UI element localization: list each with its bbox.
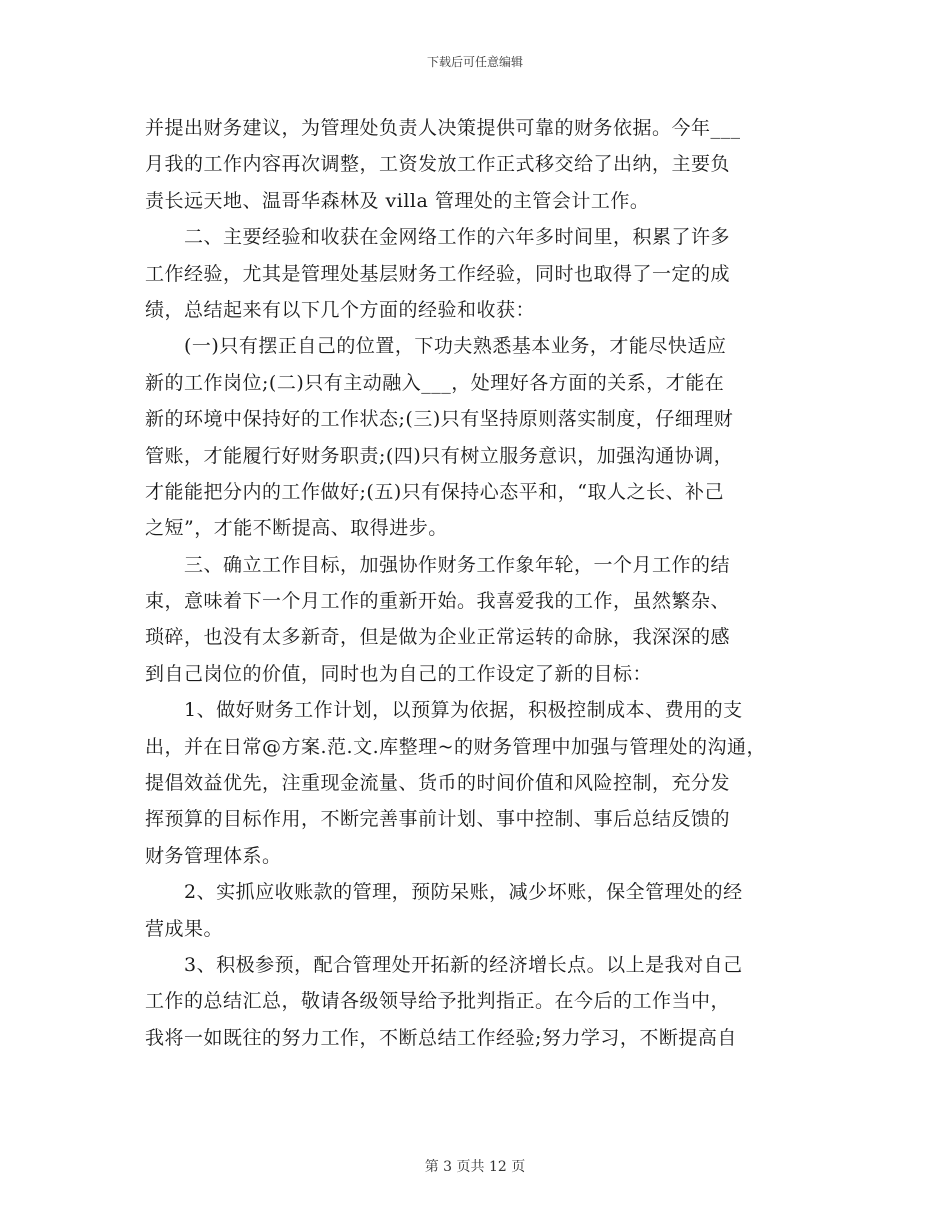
text-line: 束，意味着下一个月工作的重新开始。我喜爱我的工作，虽然繁杂、 xyxy=(145,590,731,613)
text-line: 责长远天地、温哥华森林及 villa 管理处的主管会计工作。 xyxy=(145,189,650,212)
text-line: 才能能把分内的工作做好;(五)只有保持心态平和，“取人之长、补己 xyxy=(145,480,724,503)
text-line: 财务管理体系。 xyxy=(145,844,282,867)
text-line: 三、确立工作目标，加强协作财务工作象年轮，一个月工作的结 xyxy=(145,553,731,576)
page-header: 下载后可任意编辑 xyxy=(426,55,523,69)
text-line: 新的工作岗位;(二)只有主动融入___，处理好各方面的关系，才能在 xyxy=(145,371,725,394)
text-line: 新的环境中保持好的工作状态;(三)只有坚持原则落实制度，仔细理财 xyxy=(145,408,734,431)
page-number: 第 3 页共 12 页 xyxy=(424,1159,526,1175)
text-line: 提倡效益优先，注重现金流量、货币的时间价值和风险控制，充分发 xyxy=(145,772,731,795)
text-line: 月我的工作内容再次调整，工资发放工作正式移交给了出纳，主要负 xyxy=(145,153,731,176)
text-line: 二、主要经验和收获在金网络工作的六年多时间里，积累了许多 xyxy=(145,226,731,249)
document-body xyxy=(145,110,815,1056)
text-line: 到自己岗位的价值，同时也为自己的工作设定了新的目标： xyxy=(145,662,653,685)
text-line: 我将一如既往的努力工作，不断总结工作经验;努力学习，不断提高自 xyxy=(145,1026,737,1049)
text-line: 1、做好财务工作计划，以预算为依据，积极控制成本、费用的支 xyxy=(145,699,743,722)
text-line: 并提出财务建议，为管理处负责人决策提供可靠的财务依据。今年___ xyxy=(145,117,741,139)
text-line: 营成果。 xyxy=(145,917,224,940)
text-line: 3、积极参预，配合管理处开拓新的经济增长点。以上是我对自己 xyxy=(145,953,743,976)
text-line: 工作的总结汇总，敬请各级领导给予批判指正。在今后的工作当中， xyxy=(145,990,731,1013)
text-line: 挥预算的目标作用，不断完善事前计划、事中控制、事后总结反馈的 xyxy=(145,808,731,831)
text-line: 工作经验，尤其是管理处基层财务工作经验，同时也取得了一定的成 xyxy=(145,262,731,285)
text-line: (一)只有摆正自己的位置，下功夫熟悉基本业务，才能尽快适应 xyxy=(145,335,727,358)
text-line: 绩，总结起来有以下几个方面的经验和收获： xyxy=(145,298,536,321)
text-line: 出，并在日常@方案.范.文.库整理~的财务管理中加强与管理处的沟通， xyxy=(145,735,767,758)
text-line: 琐碎，也没有太多新奇，但是做为企业正常运转的命脉，我深深的感 xyxy=(145,626,731,649)
text-line: 2、实抓应收账款的管理，预防呆账，减少坏账，保全管理处的经 xyxy=(145,881,743,904)
text-line: 之短”，才能不断提高、取得进步。 xyxy=(145,517,448,540)
text-line: 管账，才能履行好财务职责;(四)只有树立服务意识，加强沟通协调， xyxy=(145,444,734,467)
